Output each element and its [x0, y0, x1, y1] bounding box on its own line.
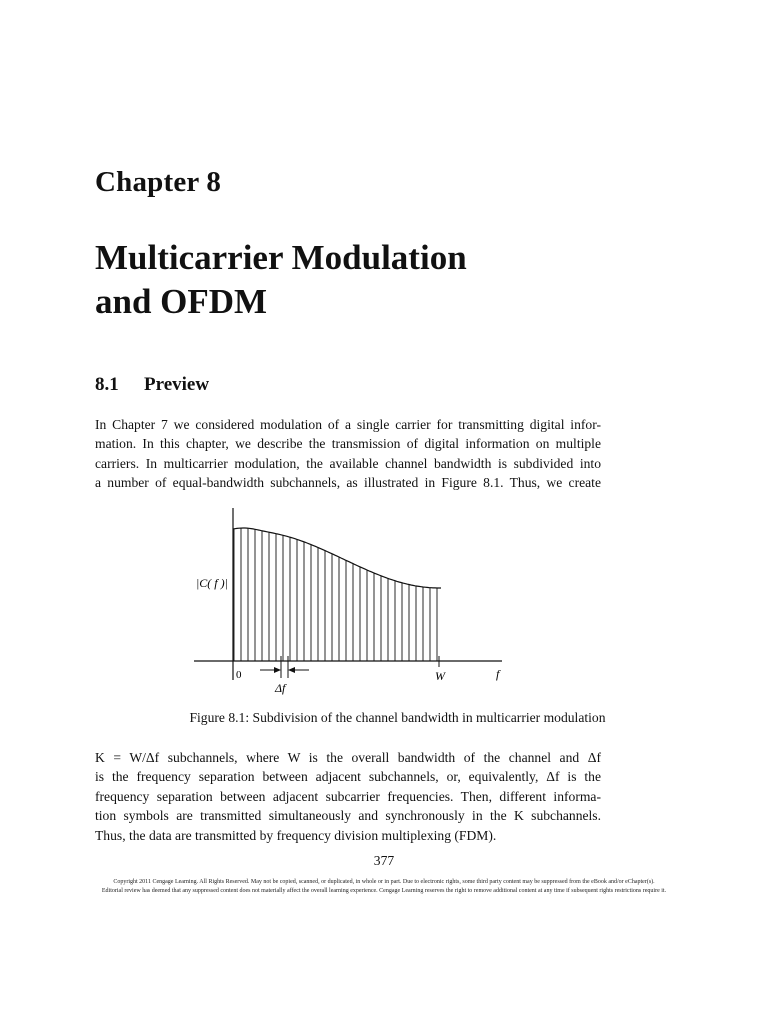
paragraph-line: is the frequency separation between adjacent subchannels, or, equivalently, Δf is the: [95, 769, 601, 785]
arrowhead-right: [274, 667, 281, 673]
w-label: W: [435, 669, 445, 683]
figure-svg: [190, 504, 510, 704]
copyright-line: Editorial review has deemed that any suppressed content does not materially affect the overall learning experience. Cengage Learning reserves the right to remove additional content at any time if subsequent rights restrictions require it.: [101, 888, 667, 894]
paragraph-subchannels: [95, 748, 601, 845]
section-number: 8.1: [95, 374, 119, 395]
figure-caption: [0, 710, 768, 726]
subchannel-lines: [234, 528, 437, 661]
arrowhead-left: [288, 667, 295, 673]
figure-caption-text: Figure 8.1: Subdivision of the channel bandwidth in multicarrier modulation: [189, 710, 606, 725]
origin-label: 0: [236, 669, 242, 681]
figure-channel-subdivision: [190, 504, 510, 704]
section-heading: [95, 374, 209, 396]
section-title: Preview: [144, 374, 210, 395]
page-number: 377: [373, 853, 395, 868]
paragraph-intro: [95, 415, 601, 493]
paragraph-line: a number of equal-bandwidth subchannels, as illustrated in Figure 8.1. Thus, we create: [95, 475, 601, 491]
copyright-notice: [0, 878, 768, 896]
paragraph-line: carriers. In multicarrier modulation, the available channel bandwidth is subdivided into: [95, 455, 601, 471]
chapter-title-line-2: and OFDM: [95, 282, 268, 321]
paragraph-line: Thus, the data are transmitted by frequency division multiplexing (FDM).: [95, 827, 497, 843]
paragraph-line: K = W/Δf subchannels, where W is the overall bandwidth of the channel and Δf: [95, 750, 601, 765]
delta-f-label: Δf: [275, 681, 286, 695]
copyright-line: Copyright 2011 Cengage Learning. All Rights Reserved. May not be copied, scanned, or duplicated, in whole or in part. Due to electronic rights, some third party content may be suppressed from the eBook and/or eChapter(s).: [113, 879, 655, 885]
paragraph-line: mation. In this chapter, we describe the transmission of digital information on multiple: [95, 436, 601, 452]
f-label: f: [496, 667, 500, 681]
chapter-title: [95, 236, 467, 324]
chapter-title-line-1: Multicarrier Modulation: [95, 238, 467, 277]
channel-response-curve: [233, 528, 441, 588]
paragraph-line: In Chapter 7 we considered modulation of a single carrier for transmitting digital infor-: [95, 417, 601, 432]
chapter-label: Chapter 8: [95, 166, 222, 198]
y-axis-label: |C( f )|: [196, 576, 228, 590]
paragraph-line: tion symbols are transmitted simultaneously and synchronously in the K subchannels.: [95, 808, 601, 824]
paragraph-line: frequency separation between adjacent subcarrier frequencies. Then, different informa-: [95, 788, 601, 804]
